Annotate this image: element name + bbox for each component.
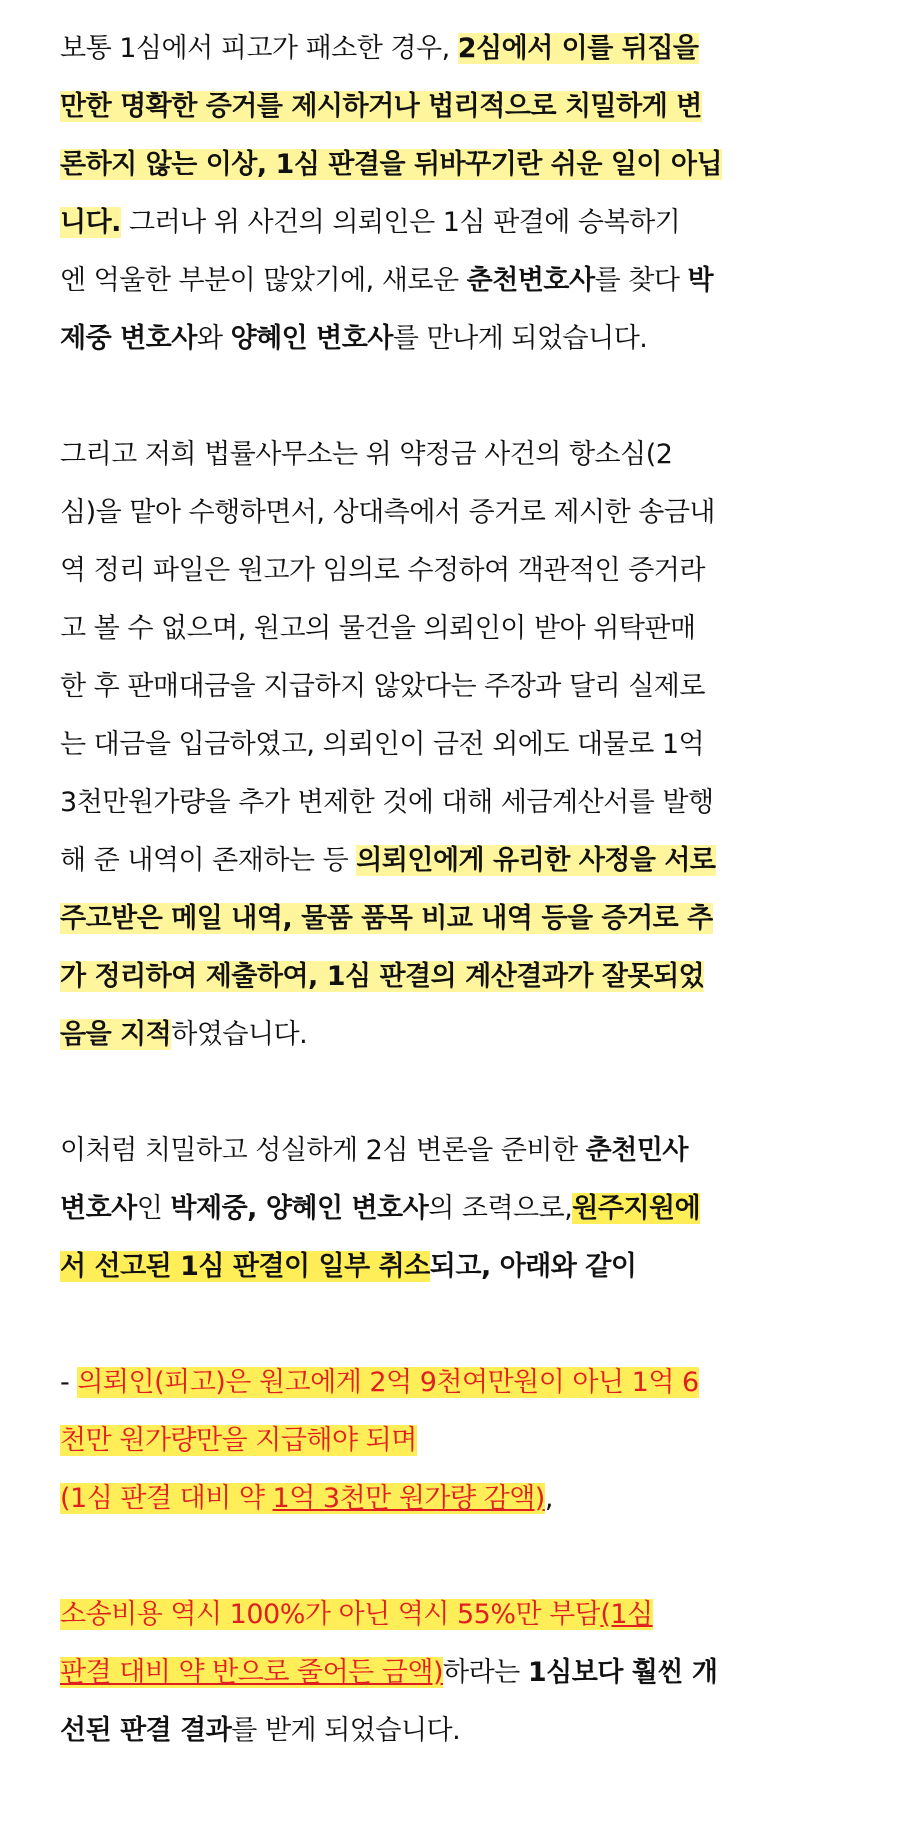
paragraph-3 [60, 1122, 820, 1296]
highlighted-text: 주고받은 메일 내역, 물품 품목 비교 내역 등을 증거로 추 [60, 903, 713, 934]
underlined-red-text: 판결 대비 약 반으로 줄어든 금액) [60, 1657, 444, 1688]
text-span: 고 볼 수 없으며, 원고의 물건을 의뢰인이 받아 위탁판매 [60, 613, 696, 644]
highlighted-text: 의뢰인에게 유리한 사정을 서로 [356, 845, 716, 876]
text-span: 를 찾다 [594, 265, 688, 296]
text-line [60, 1470, 820, 1528]
text-line [60, 252, 820, 310]
text-span: 의 조력으로, [428, 1193, 573, 1224]
bold-text: 제중 변호사 [60, 323, 197, 354]
paragraph-gap [60, 368, 820, 426]
text-span: 하라는 [443, 1657, 528, 1688]
text-line [60, 1122, 820, 1180]
text-span: 심)을 맡아 수행하면서, 상대측에서 증거로 제시한 송금내 [60, 497, 715, 528]
paragraph-5 [60, 1586, 820, 1760]
text-line [60, 542, 820, 600]
highlighted-text: 원주지원에 [572, 1193, 701, 1224]
text-line [60, 1006, 820, 1064]
underlined-red-text: (1심 [600, 1599, 653, 1630]
underlined-red-text: 1억 3천만 원가량 감액) [272, 1483, 545, 1514]
text-line [60, 658, 820, 716]
bold-text: 춘천변호사 [466, 265, 595, 296]
bold-text: 춘천민사 [585, 1135, 688, 1166]
text-line [60, 1644, 820, 1702]
text-span: , [544, 1483, 553, 1514]
paragraph-gap [60, 1528, 820, 1586]
text-span: 와 [196, 323, 231, 354]
highlighted-text: 서 선고된 1심 판결이 일부 취소 [60, 1251, 430, 1282]
paragraph-1 [60, 20, 820, 368]
bold-text: 1심보다 훨씬 개 [527, 1657, 718, 1688]
text-line [60, 20, 820, 78]
text-span: 는 대금을 입금하였고, 의뢰인이 금전 외에도 대물로 1억 [60, 729, 705, 760]
text-line [60, 310, 820, 368]
text-line [60, 774, 820, 832]
highlighted-text: 만한 명확한 증거를 제시하거나 법리적으로 치밀하게 변 [60, 91, 702, 122]
bold-text: 되고, 아래와 같이 [429, 1251, 637, 1282]
text-span: 엔 억울한 부분이 많았기에, 새로운 [60, 265, 467, 296]
text-line [60, 1412, 820, 1470]
highlighted-text: 음을 지적 [60, 1019, 172, 1050]
text-line [60, 1238, 820, 1296]
text-line [60, 890, 820, 948]
highlighted-red-text: 의뢰인(피고)은 원고에게 2억 9천여만원이 아닌 1억 6 [77, 1367, 699, 1398]
text-line [60, 948, 820, 1006]
text-span: 그리고 저희 법률사무소는 위 약정금 사건의 항소심(2 [60, 439, 673, 470]
bold-text: 선된 판결 결과 [60, 1715, 232, 1746]
highlighted-text: 2심에서 이를 뒤집을 [457, 33, 699, 64]
bold-text: 박제중, 양혜인 변호사 [170, 1193, 429, 1224]
text-line [60, 1180, 820, 1238]
text-span: 하였습니다. [171, 1019, 308, 1050]
text-span: 역 정리 파일은 원고가 임의로 수정하여 객관적인 증거라 [60, 555, 705, 586]
highlighted-text: 니다. [60, 207, 121, 238]
article-body [60, 20, 820, 1760]
text-line [60, 136, 820, 194]
highlighted-red-text: 천만 원가량만을 지급해야 되며 [60, 1425, 417, 1456]
paragraph-4 [60, 1354, 820, 1528]
text-span: 보통 1심에서 피고가 패소한 경우, [60, 33, 458, 64]
paragraph-2 [60, 426, 820, 1064]
text-span: 를 만나게 되었습니다. [392, 323, 648, 354]
text-span: 이처럼 치밀하고 성실하게 2심 변론을 준비한 [60, 1135, 586, 1166]
text-span: - [60, 1367, 78, 1398]
text-span: 를 받게 되었습니다. [231, 1715, 461, 1746]
text-span: 한 후 판매대금을 지급하지 않았다는 주장과 달리 실제로 [60, 671, 705, 702]
paragraph-gap [60, 1064, 820, 1122]
highlighted-text: 론하지 않는 이상, 1심 판결을 뒤바꾸기란 쉬운 일이 아닙 [60, 149, 723, 180]
text-line [60, 194, 820, 252]
bold-text: 박 [687, 265, 714, 296]
highlighted-red-text: 소송비용 역시 100%가 아닌 역시 55%만 부담 [60, 1599, 601, 1630]
text-line [60, 832, 820, 890]
text-line [60, 78, 820, 136]
text-line [60, 600, 820, 658]
bold-text: 변호사 [60, 1193, 137, 1224]
text-line [60, 1354, 820, 1412]
text-line [60, 1586, 820, 1644]
text-span: 3천만원가량을 추가 변제한 것에 대해 세금계산서를 발행 [60, 787, 714, 818]
text-line [60, 716, 820, 774]
bold-text: 양혜인 변호사 [230, 323, 393, 354]
text-span: 해 준 내역이 존재하는 등 [60, 845, 357, 876]
text-line [60, 1702, 820, 1760]
text-line [60, 426, 820, 484]
text-span: 인 [136, 1193, 171, 1224]
highlighted-text: 가 정리하여 제출하여, 1심 판결의 계산결과가 잘못되었 [60, 961, 705, 992]
highlighted-red-text: (1심 판결 대비 약 [60, 1483, 273, 1514]
text-span: 그러나 위 사건의 의뢰인은 1심 판결에 승복하기 [120, 207, 681, 238]
paragraph-gap [60, 1296, 820, 1354]
text-line [60, 484, 820, 542]
